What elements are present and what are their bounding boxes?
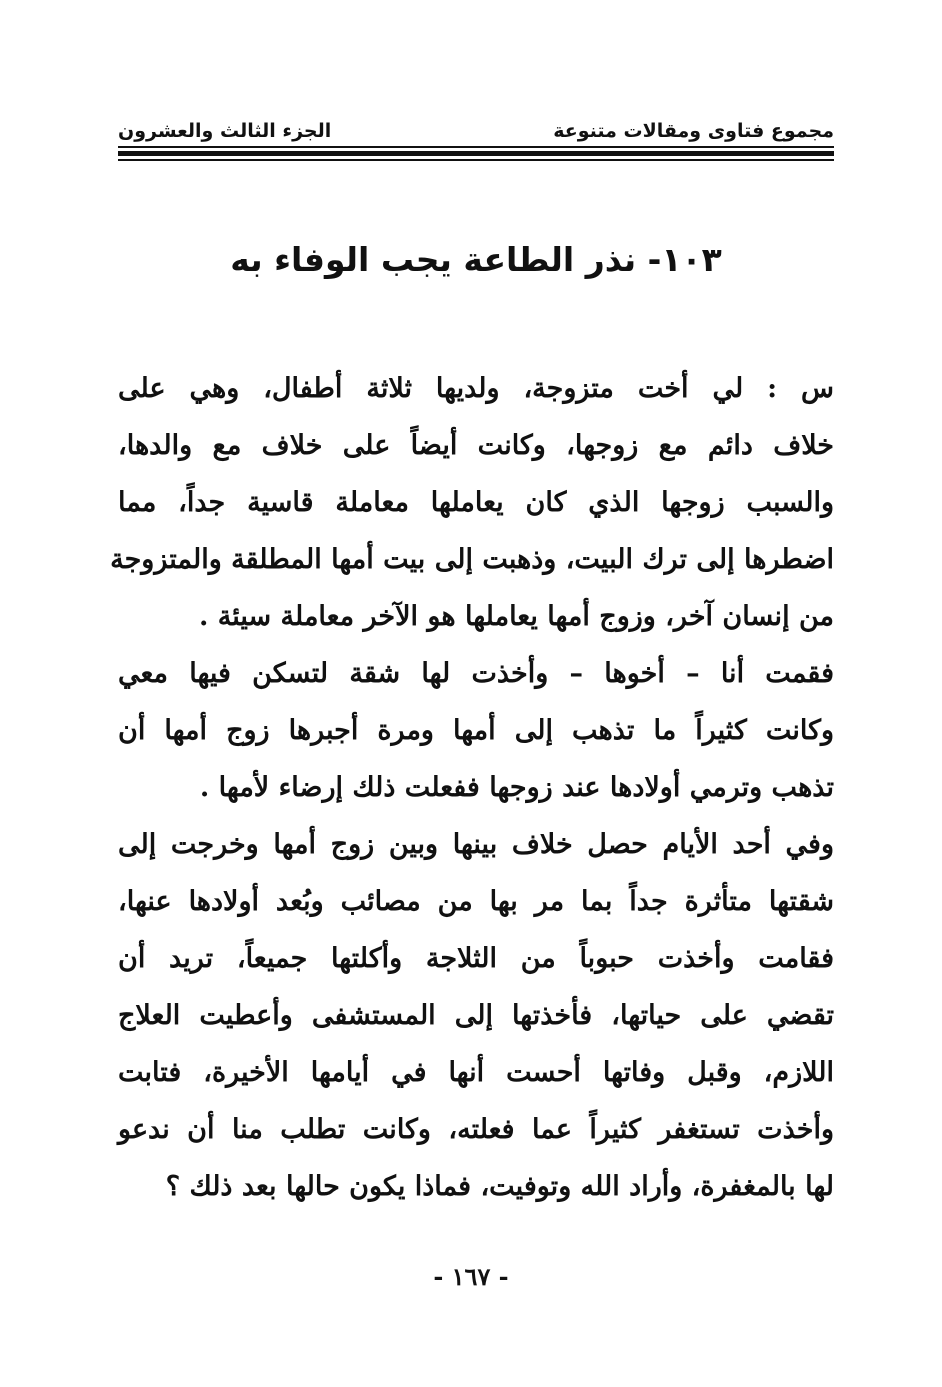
text-line: فقامت وأخذت حبوباً من الثلاجة وأكلتها جميعاً، تريد أن bbox=[118, 943, 834, 974]
text-line: وفي أحد الأيام حصل خلاف بينها وبين زوج أمها وخرجت إلى bbox=[118, 829, 834, 860]
page-number: - ١٦٧ - bbox=[433, 1262, 509, 1291]
header-rule-thin-bottom bbox=[118, 159, 834, 161]
text-line: س : لي أخت متزوجة، ولديها ثلاثة أطفال، وهي على bbox=[118, 373, 834, 404]
text-line: لها بالمغفرة، وأراد الله وتوفيت، فماذا يكون حالها بعد ذلك ؟ bbox=[165, 1171, 834, 1202]
question-text bbox=[110, 360, 834, 1215]
header-rule-thin-top bbox=[118, 146, 834, 148]
text-line: اضطرها إلى ترك البيت، وذهبت إلى بيت أمها المطلقة والمتزوجة bbox=[110, 544, 834, 575]
header-volume: الجزء الثالث والعشرون bbox=[118, 120, 332, 142]
text-line: تقضي على حياتها، فأخذتها إلى المستشفى وأعطيت العلاج bbox=[118, 1000, 834, 1031]
text-line: فقمت أنا – أخوها – وأخذت لها شقة لتسكن فيها معي bbox=[118, 658, 834, 689]
text-line: وكانت كثيراً ما تذهب إلى أمها ومرة أجبرها زوج أمها أن bbox=[118, 715, 834, 746]
text-line: اللازم، وقبل وفاتها أحست أنها في أيامها الأخيرة، فتابت bbox=[118, 1057, 834, 1088]
text-line: والسبب زوجها الذي كان يعاملها معاملة قاسية جداً، مما bbox=[118, 487, 834, 518]
text-line: من إنسان آخر، وزوج أمها يعاملها هو الآخر معاملة سيئة . bbox=[198, 601, 834, 632]
text-line: شقتها متأثرة جداً بما مر بها من مصائب وبُعد أولادها عنها، bbox=[118, 886, 834, 917]
header-rule-thick bbox=[118, 151, 834, 156]
text-line: وأخذت تستغفر كثيراً عما فعلته، وكانت تطلب منا أن ندعو bbox=[118, 1114, 834, 1145]
running-header bbox=[118, 108, 834, 142]
article-title: ١٠٣- نذر الطاعة يجب الوفاء به bbox=[230, 240, 722, 279]
header-book-title: مجموع فتاوى ومقالات متنوعة bbox=[553, 120, 834, 142]
text-line: خلاف دائم مع زوجها، وكانت أيضاً على خلاف مع والدها، bbox=[118, 430, 834, 461]
text-line: تذهب وترمي أولادها عند زوجها ففعلت ذلك إرضاء لأمها . bbox=[199, 772, 834, 803]
